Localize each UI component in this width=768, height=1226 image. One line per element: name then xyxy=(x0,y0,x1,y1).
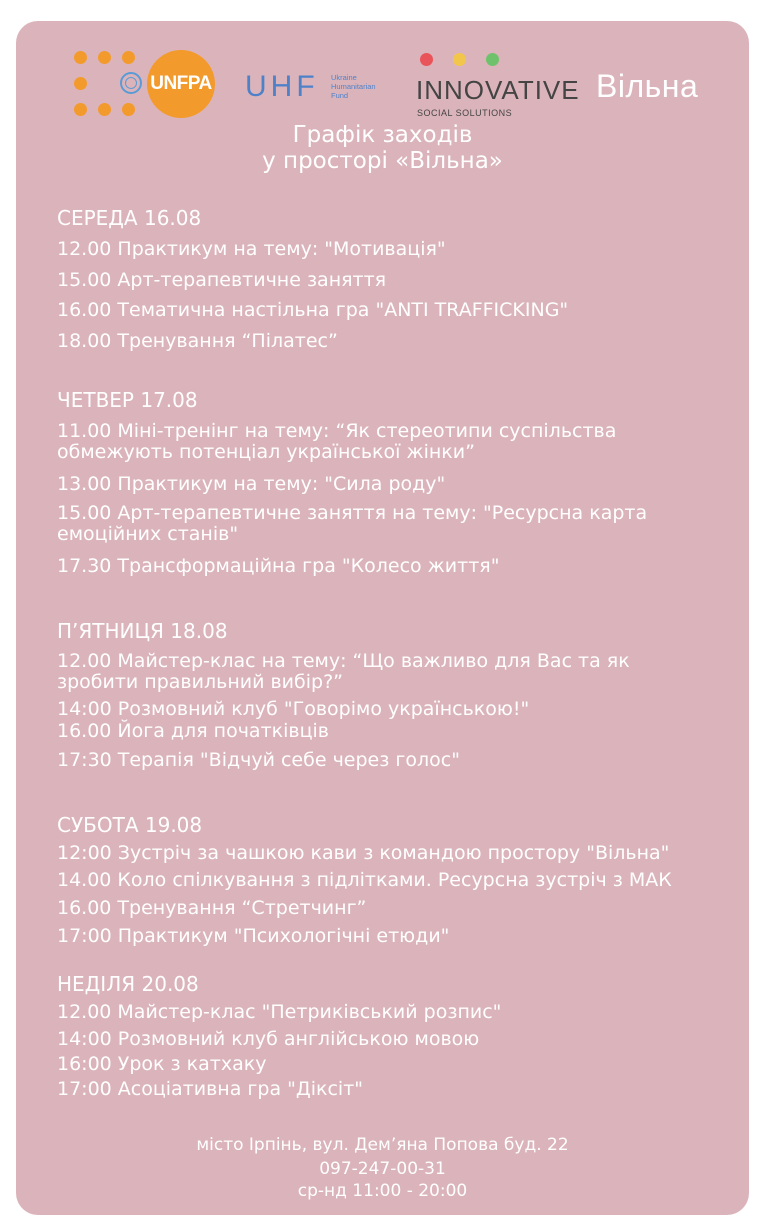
event-item xyxy=(57,926,717,947)
event-title: Міні-тренінг на тему: “Як стереотипи суспільства обмежують потенціал української жінки” xyxy=(57,420,617,463)
event-item xyxy=(57,331,717,352)
event-item xyxy=(57,870,717,891)
event-time: 18.00 xyxy=(57,330,112,352)
uhf-logo-text: UHF xyxy=(245,70,319,103)
event-item xyxy=(57,898,717,919)
event-item xyxy=(57,1079,717,1100)
opening-hours-text: ср-нд 11:00 - 20:00 xyxy=(297,1181,468,1201)
event-title: Практикум на тему: "Мотивація" xyxy=(117,238,446,260)
event-time: 15.00 xyxy=(57,269,112,291)
event-time: 14.00 xyxy=(57,869,112,891)
event-title: Коло спілкування з підлітками. Ресурсна зустріч з МАК xyxy=(117,869,672,891)
event-time: 13.00 xyxy=(57,473,112,495)
un-emblem-icon xyxy=(120,72,142,94)
event-item xyxy=(57,750,717,771)
event-time: 12:00 xyxy=(57,842,112,864)
event-title: Майстер-клас на тему: “Що важливо для Вас та як зробити правильний вибір?” xyxy=(57,650,630,693)
vilna-logo: Вільна xyxy=(596,68,699,104)
page-title: Графік заходів xyxy=(292,122,473,148)
event-item xyxy=(57,699,717,720)
event-time: 14:00 xyxy=(57,698,112,720)
event-title: Трансформаційна гра "Колесо життя" xyxy=(117,555,500,577)
phone-text: 097-247-00-31 xyxy=(319,1159,446,1179)
event-item xyxy=(57,1002,717,1023)
event-time: 11.00 xyxy=(57,420,112,442)
event-time: 16:00 xyxy=(57,1053,112,1075)
day-heading: СУБОТА 19.08 xyxy=(57,813,203,837)
event-time: 17:30 xyxy=(57,749,112,771)
uhf-sub-line: Ukraine xyxy=(331,73,357,82)
event-title: Арт-терапевтичне заняття на тему: "Ресурсна карта емоційних станів" xyxy=(57,502,648,545)
event-time: 12.00 xyxy=(57,238,112,260)
event-title: Практикум на тему: "Сила роду" xyxy=(117,473,446,495)
event-item xyxy=(57,270,717,291)
uhf-logo-subtitle xyxy=(331,73,401,100)
innovative-dot-icon xyxy=(486,53,499,66)
event-time: 16.00 xyxy=(57,897,112,919)
address-text: місто Ірпінь, вул. Дем’яна Попова буд. 22 xyxy=(196,1135,569,1155)
schedule-card xyxy=(16,21,749,1215)
event-title: Розмовний клуб "Говорімо українською!" xyxy=(117,698,530,720)
event-item xyxy=(57,843,717,864)
event-time: 15.00 xyxy=(57,502,112,524)
event-item xyxy=(57,421,717,463)
event-title: Йога для початківців xyxy=(117,720,330,742)
uhf-sub-line: Fund xyxy=(331,91,349,100)
event-time: 12.00 xyxy=(57,1001,112,1023)
unfpa-logo: UNFPA xyxy=(147,50,215,118)
event-item xyxy=(57,721,717,742)
innovative-dot-icon xyxy=(453,53,466,66)
event-title: Зустріч за чашкою кави з командою простору "Вільна" xyxy=(117,842,670,864)
event-title: Розмовний клуб англійською мовою xyxy=(117,1028,480,1050)
event-time: 16.00 xyxy=(57,299,112,321)
event-time: 12.00 xyxy=(57,650,112,672)
event-title: Тренування “Пілатес” xyxy=(117,330,338,352)
day-heading: П’ЯТНИЦЯ 18.08 xyxy=(57,619,228,643)
event-item xyxy=(57,1029,717,1050)
event-item xyxy=(57,239,717,260)
event-title: Асоціативна гра "Діксіт" xyxy=(117,1078,364,1100)
uhf-sub-line: Humanitarian xyxy=(331,82,376,91)
event-title: Майстер-клас "Петриківський розпис" xyxy=(117,1001,502,1023)
partner-logos xyxy=(16,21,749,131)
event-title: Терапія "Відчуй себе через голос" xyxy=(117,749,460,771)
event-item xyxy=(57,474,717,495)
day-heading: СЕРЕДА 16.08 xyxy=(57,206,202,230)
day-heading: НЕДІЛЯ 20.08 xyxy=(57,972,199,996)
event-title: Арт-терапевтичне заняття xyxy=(117,269,387,291)
innovative-logo-subtitle: SOCIAL SOLUTIONS xyxy=(417,108,513,118)
event-time: 17:00 xyxy=(57,925,112,947)
event-title: Тренування “Стретчинг” xyxy=(117,897,367,919)
event-time: 17.30 xyxy=(57,555,112,577)
event-time: 16.00 xyxy=(57,720,112,742)
event-title: Урок з катхаку xyxy=(117,1053,267,1075)
event-time: 14:00 xyxy=(57,1028,112,1050)
page-subtitle: у просторі «Вільна» xyxy=(262,148,503,174)
event-item xyxy=(57,503,717,545)
day-heading: ЧЕТВЕР 17.08 xyxy=(57,388,198,412)
event-title: Тематична настільна гра "ANTI TRAFFICKING" xyxy=(117,299,569,321)
event-item xyxy=(57,1054,717,1075)
event-item xyxy=(57,300,717,321)
event-item xyxy=(57,556,717,577)
event-time: 17:00 xyxy=(57,1078,112,1100)
innovative-dot-icon xyxy=(420,53,433,66)
event-title: Практикум "Психологічні етюди" xyxy=(117,925,450,947)
event-item xyxy=(57,651,717,693)
innovative-logo-text: INNOVATIVE xyxy=(416,75,580,105)
